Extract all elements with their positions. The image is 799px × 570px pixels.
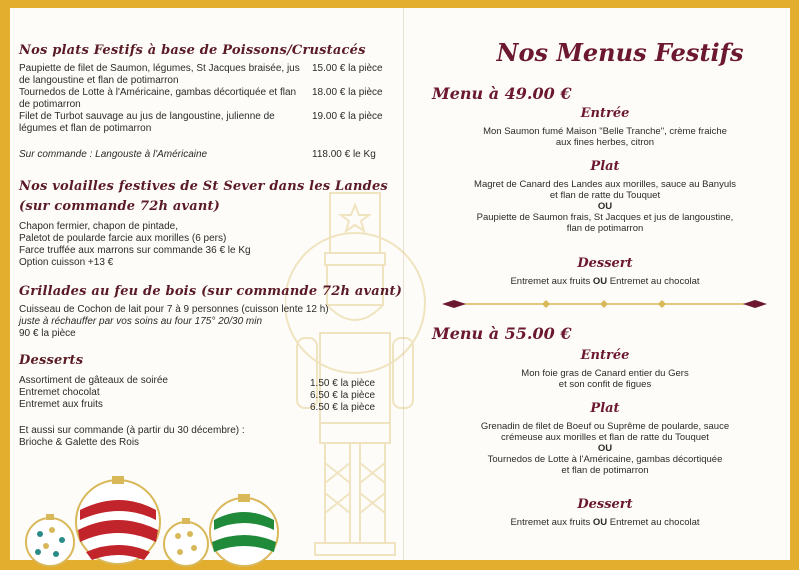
menu2-entree-line1: Mon foie gras de Canard entier du Gers [521, 368, 689, 379]
menu1-plat-line4: flan de potimarron [566, 223, 644, 234]
menu2-plat-line4: et flan de potimarron [561, 465, 649, 476]
christmas-baubles-illustration [18, 470, 288, 570]
menu1-dessert-line [410, 276, 799, 287]
dessert-price-2: 6.50 € la pièce [310, 390, 376, 401]
fish-special-price: 118.00 € le Kg [312, 149, 376, 160]
grill-heading: Grillades au feu de bois (sur commande 72h avant) [19, 284, 403, 299]
dessert-item-1: Assortiment de gâteaux de soirée [19, 375, 168, 386]
menu2-entree-line2: et son confit de figues [558, 379, 652, 390]
menu1-dessert-label: Dessert [577, 256, 633, 271]
menu2-plat-line1: Grenadin de filet de Boeuf ou Suprême de poularde, sauce [480, 421, 730, 432]
grill-line-1: Cuisseau de Cochon de lait pour 7 à 9 personnes (cuisson lente 12 h) [19, 304, 329, 315]
menu1-entree-line1: Mon Saumon fumé Maison "Belle Tranche", crème fraiche [483, 126, 727, 137]
ornament-divider [442, 297, 767, 311]
menu2-title: Menu à 55.00 € [432, 324, 572, 343]
menu-sheet [10, 8, 790, 560]
dessert-price-3: 6.50 € la pièce [310, 402, 376, 413]
menu1-entree-label: Entrée [580, 106, 630, 121]
poultry-line-4: Option cuisson +13 € [19, 257, 114, 268]
fish-item-2: Tournedos de Lotte à l'Américaine, gambas décortiquée et flan de potimarron [19, 87, 297, 110]
menu1-dessert-or: OU [592, 276, 608, 287]
menu2-dessert-or: OU [592, 517, 608, 528]
menu2-plat-label: Plat [590, 401, 620, 416]
menus-title: Nos Menus Festifs [496, 38, 744, 67]
dessert-item-2: Entremet chocolat [19, 387, 100, 398]
poultry-line-3: Farce truffée aux marrons sur commande 36 € le Kg [19, 245, 251, 256]
menu1-dessert-b: Entremet au chocolat [609, 276, 700, 287]
fish-special: Sur commande : Langouste à l'Américaine [19, 149, 208, 160]
dessert-price-1: 1.50 € la pièce [310, 378, 376, 389]
menu1-entree-line2: aux fines herbes, citron [555, 137, 655, 148]
grill-line-2: juste à réchauffer par vos soins au four 175° 20/30 min [19, 316, 263, 327]
poultry-subheading: (sur commande 72h avant) [19, 199, 221, 214]
menu2-plat-or: OU [597, 443, 613, 454]
menu1-plat-line1: Magret de Canard des Landes aux morilles, sauce au Banyuls [474, 179, 736, 190]
menu1-title: Menu à 49.00 € [432, 84, 572, 103]
menu1-plat-or: OU [597, 201, 613, 212]
poultry-line-2: Paletot de poularde farcie aux morilles (6 pers) [19, 233, 227, 244]
menu2-dessert-b: Entremet au chocolat [609, 517, 700, 528]
grill-line-3: 90 € la pièce [19, 328, 76, 339]
fish-item-3: Filet de Turbot sauvage au jus de langoustine, julienne de légumes et flan de potimarron [19, 111, 275, 134]
poultry-heading: Nos volailles festives de St Sever dans les Landes [19, 179, 388, 194]
menu1-plat-line2: et flan de ratte du Touquet [549, 190, 661, 201]
menu2-plat-line3: Tournedos de Lotte à l'Américaine, gambas décortiquée [487, 454, 723, 465]
menu1-plat-label: Plat [590, 159, 620, 174]
fish-item-1: Paupiette de filet de Saumon, légumes, St Jacques braisée, jus de langoustine et flan de potimarron [19, 63, 300, 86]
fish-price-3: 19.00 € la pièce [312, 111, 383, 122]
fish-price-2: 18.00 € la pièce [312, 87, 383, 98]
desserts-heading: Desserts [19, 353, 84, 368]
menu2-entree-label: Entrée [580, 348, 630, 363]
extra-line-1: Et aussi sur commande (à partir du 30 décembre) : [19, 425, 245, 436]
menu2-dessert-a: Entremet aux fruits [510, 517, 591, 528]
extra-line-2: Brioche & Galette des Rois [19, 437, 140, 448]
poultry-line-1: Chapon fermier, chapon de pintade, [19, 221, 178, 232]
menu2-dessert-label: Dessert [577, 497, 633, 512]
menu2-dessert-line [410, 517, 799, 528]
dessert-item-3: Entremet aux fruits [19, 399, 103, 410]
fish-price-1: 15.00 € la pièce [312, 63, 383, 74]
menu1-dessert-a: Entremet aux fruits [510, 276, 591, 287]
fish-heading: Nos plats Festifs à base de Poissons/Crustacés [19, 43, 366, 58]
menu1-plat-line3: Paupiette de Saumon frais, St Jacques et jus de langoustine, [476, 212, 734, 223]
menu2-plat-line2: crémeuse aux morilles et flan de ratte du Touquet [501, 432, 709, 443]
